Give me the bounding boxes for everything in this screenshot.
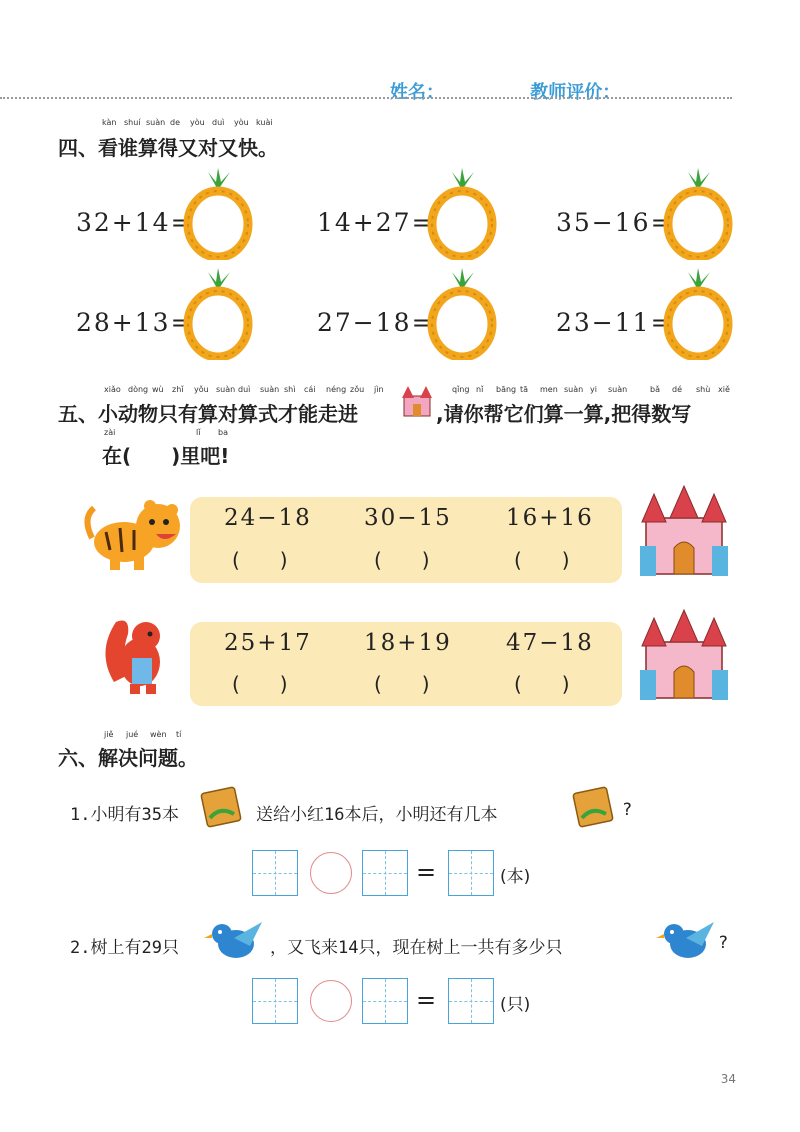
problem1-text-a: 1.小明有35本 (70, 805, 179, 825)
pinyin: néng (326, 385, 347, 394)
pinyin: shù (696, 385, 711, 394)
pinyin: yi (590, 385, 597, 394)
section6-pinyin (100, 730, 220, 740)
answer-blank[interactable]: ( ) (232, 672, 288, 696)
pinyin: suàn (564, 385, 584, 394)
section5-pinyin2 (100, 428, 300, 438)
expression: 16+16 (506, 505, 594, 531)
pinyin: suàn (608, 385, 628, 394)
operator-circle[interactable] (310, 980, 352, 1022)
answer-blank[interactable]: ( ) (232, 548, 288, 572)
equation: 35−16= (556, 208, 674, 237)
answer-box[interactable] (362, 850, 408, 896)
pinyin: duì (238, 385, 251, 394)
expression: 24−18 (224, 505, 312, 531)
unit-label: (本) (500, 867, 531, 887)
castle-icon (398, 382, 436, 418)
operator-circle[interactable] (310, 852, 352, 894)
tiger-icon (80, 488, 190, 576)
pinyin: suàn (260, 385, 280, 394)
section6-title: 六、解决问题。 (58, 746, 198, 770)
section4-title: 四、看谁算得又对又快。 (58, 136, 278, 160)
castle-icon (636, 478, 732, 578)
pinyin: nǐ (476, 385, 484, 394)
equation: 32+14= (76, 208, 194, 237)
section5-line1b: ,请你帮它们算一算,把得数写 (436, 402, 692, 426)
pinyin: ba (218, 428, 228, 437)
pinyin: de (170, 118, 180, 127)
equation: 28+13= (76, 308, 194, 337)
pinyin: qǐng (452, 385, 470, 394)
equation: 27−18= (317, 308, 435, 337)
equation: 14+27= (317, 208, 435, 237)
pinyin: shuí (124, 118, 141, 127)
pineapple-answer-icon[interactable] (424, 268, 500, 360)
answer-box[interactable] (448, 978, 494, 1024)
pinyin: wù (152, 385, 164, 394)
pinyin: xiǎo (104, 385, 121, 394)
answer-box[interactable] (252, 850, 298, 896)
pinyin: cái (304, 385, 316, 394)
section5-line1: 五、小动物只有算对算式才能走进 (58, 402, 358, 426)
answer-blank[interactable]: ( ) (374, 672, 430, 696)
pinyin: yǒu (194, 385, 209, 394)
equals-sign: = (416, 858, 437, 886)
pinyin: tí (176, 730, 182, 739)
problem2-text-a: 2.树上有29只 (70, 938, 179, 958)
squirrel-icon (100, 612, 170, 698)
pineapple-answer-icon[interactable] (660, 168, 736, 260)
name-label: 姓名： (390, 82, 444, 103)
pinyin: zài (104, 428, 116, 437)
answer-blank[interactable]: ( ) (514, 672, 570, 696)
problem1-text-b: 送给小红16本后，小明还有几本 (256, 805, 498, 825)
expression: 18+19 (364, 630, 452, 656)
pinyin: suàn (146, 118, 166, 127)
pinyin: jiě (104, 730, 114, 739)
expression: 47−18 (506, 630, 594, 656)
answer-blank[interactable]: ( ) (514, 548, 570, 572)
answer-box[interactable] (448, 850, 494, 896)
equals-sign: = (416, 986, 437, 1014)
expression: 30−15 (364, 505, 452, 531)
pinyin: men (540, 385, 558, 394)
pinyin: dé (672, 385, 682, 394)
unit-label: (只) (500, 995, 531, 1015)
pinyin: duì (212, 118, 225, 127)
pinyin: bāng (496, 385, 517, 394)
pinyin: zǒu (350, 385, 365, 394)
pineapple-answer-icon[interactable] (180, 268, 256, 360)
problem2-text-b: ，又飞来14只，现在树上一共有多少只 (270, 938, 563, 958)
bird-icon (656, 916, 718, 964)
dotted-divider (0, 97, 732, 99)
header-fields (390, 78, 700, 104)
pinyin: lǐ (196, 428, 201, 437)
castle-icon (636, 602, 732, 702)
pinyin: dòng (128, 385, 149, 394)
pinyin: wèn (150, 730, 167, 739)
answer-box[interactable] (362, 978, 408, 1024)
answer-blank[interactable]: ( ) (374, 548, 430, 572)
problem2-question-mark: ? (718, 933, 729, 953)
pinyin: xiě (718, 385, 730, 394)
answer-box[interactable] (252, 978, 298, 1024)
pinyin: shì (284, 385, 296, 394)
pinyin: tā (520, 385, 529, 394)
pinyin: yòu (190, 118, 205, 127)
section5-line2: 在( )里吧! (102, 444, 230, 468)
pineapple-answer-icon[interactable] (180, 168, 256, 260)
book-icon (572, 786, 616, 828)
pineapple-answer-icon[interactable] (660, 268, 736, 360)
equation: 23−11= (556, 308, 674, 337)
pinyin: kuài (256, 118, 273, 127)
page-number: 34 (720, 1072, 736, 1086)
pinyin: jué (126, 730, 139, 739)
pinyin: suàn (216, 385, 236, 394)
pineapple-answer-icon[interactable] (424, 168, 500, 260)
pinyin: yòu (234, 118, 249, 127)
expression: 25+17 (224, 630, 312, 656)
section4-pinyin (58, 118, 358, 128)
book-icon (200, 786, 244, 828)
pinyin: bǎ (650, 385, 660, 394)
pinyin: kàn (102, 118, 117, 127)
teacher-eval-label: 教师评价： (530, 82, 621, 103)
bird-icon (204, 916, 266, 964)
pinyin: jìn (374, 385, 384, 394)
pinyin: zhǐ (172, 385, 184, 394)
problem1-question-mark: ? (622, 800, 633, 820)
